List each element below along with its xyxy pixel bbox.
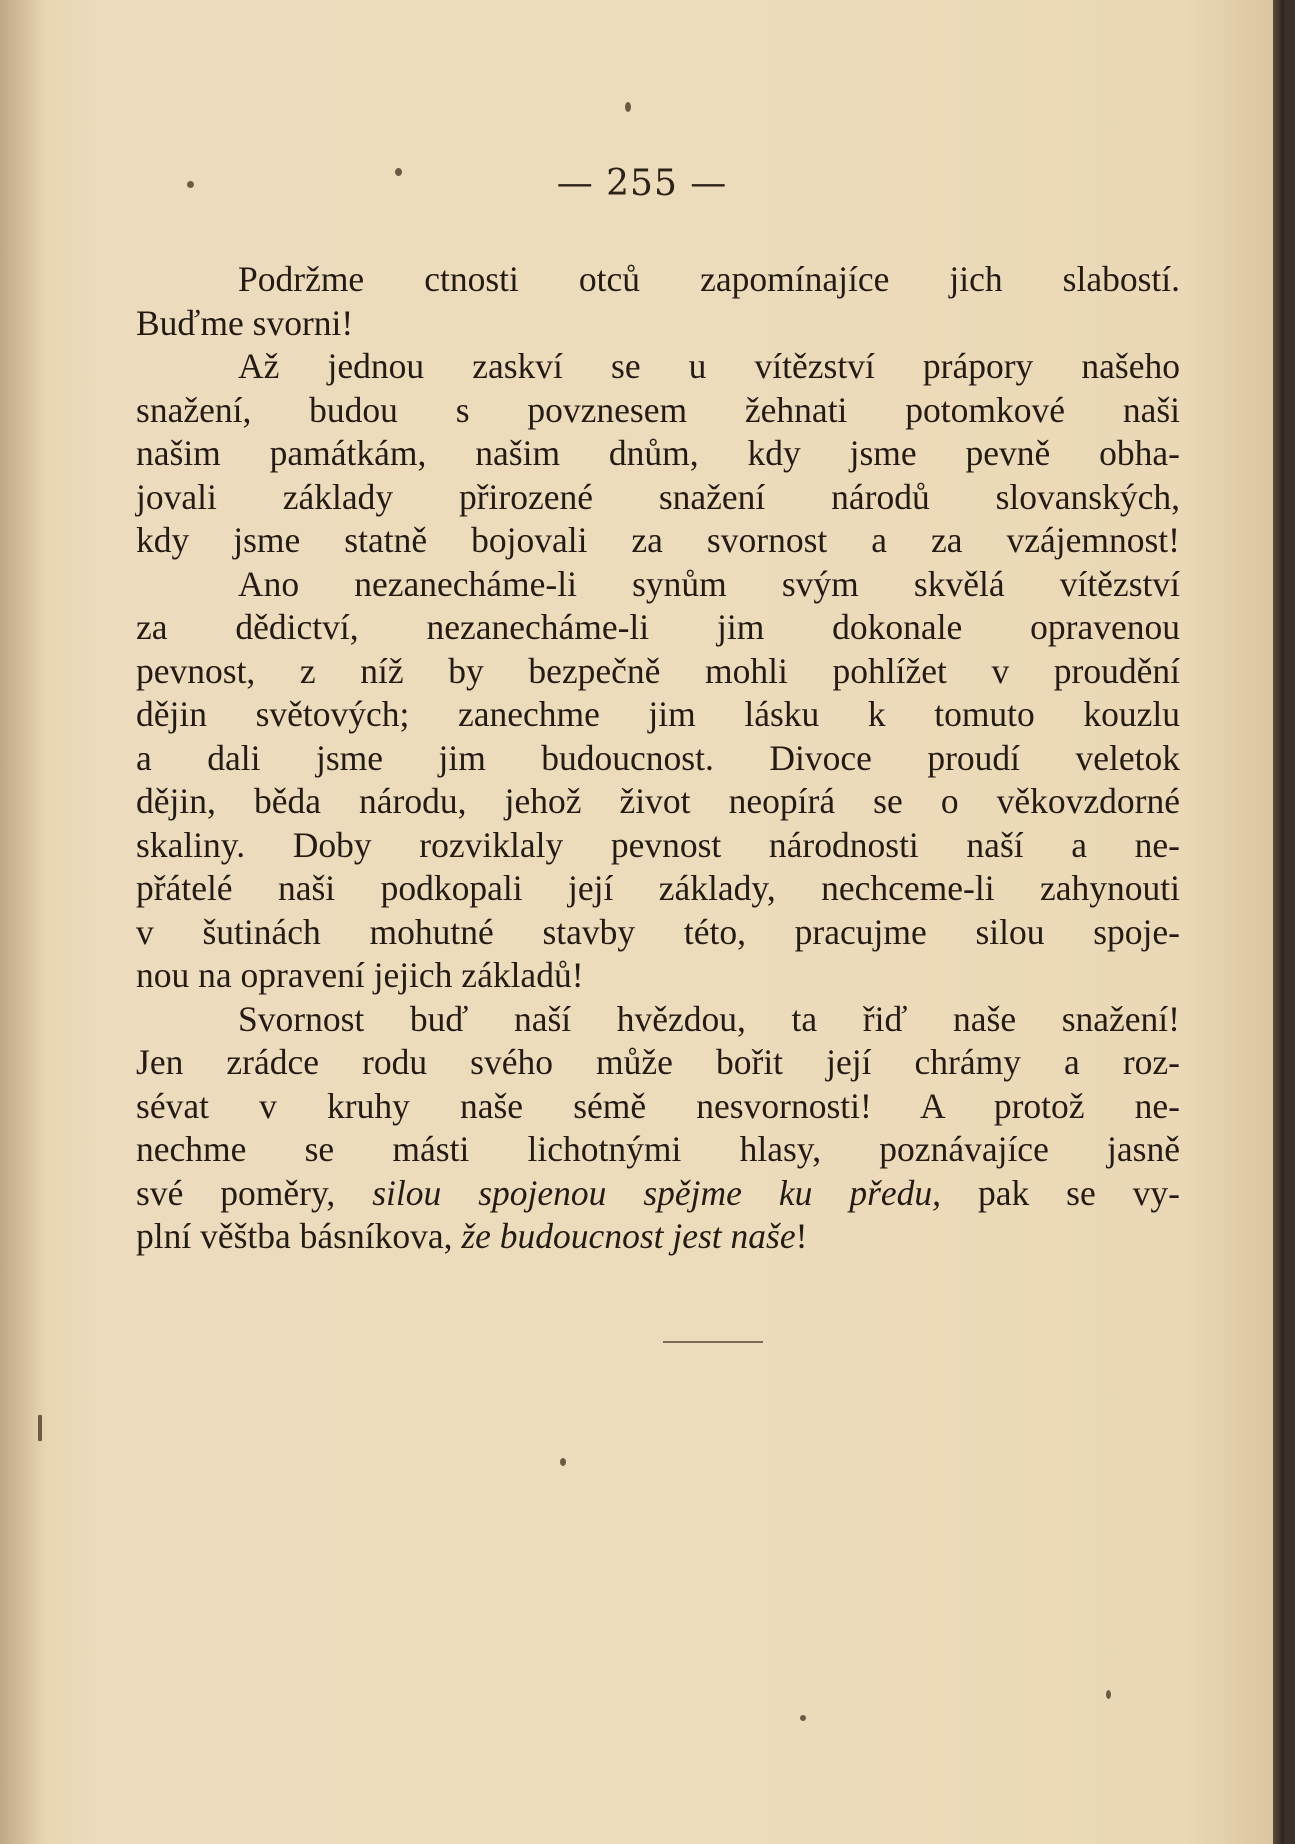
text-line: skaliny. Doby rozviklaly pevnost národnosti naší a ne- xyxy=(136,824,1180,865)
text-line: snažení, budou s povznesem žehnati potomkové naši xyxy=(136,389,1180,430)
end-rule xyxy=(663,1341,763,1343)
text-line: Podržme ctnosti otců zapomínajíce jich slabostí. xyxy=(238,259,1180,299)
gutter-shadow xyxy=(0,0,48,1844)
paper-speck xyxy=(187,181,194,188)
body-text xyxy=(136,258,1180,1259)
text-line: našim památkám, našim dnům, kdy jsme pevně obha- xyxy=(136,433,1180,473)
paper-speck xyxy=(625,102,631,112)
paper-speck xyxy=(395,168,402,176)
italic-phrase: že budoucnost jest naše xyxy=(461,1216,796,1256)
text-line: pevnost, z níž by bezpečně mohli pohlížet v proudění xyxy=(136,650,1180,691)
text-line: nechme se másti lichotnými hlasy, poznávajíce jasně xyxy=(136,1129,1180,1169)
text-run: ! xyxy=(795,1216,808,1256)
text-line: kdy jsme statně bojovali za svornost a za vzájemnost! xyxy=(136,520,1180,560)
text-line: v šutinách mohutné stavby této, pracujme silou spoje- xyxy=(136,911,1180,952)
page-edge xyxy=(1273,0,1284,1844)
text-line: Jen zrádce rodu svého může bořit její chrámy a roz- xyxy=(136,1042,1180,1082)
text-run: své poměry, xyxy=(136,1172,336,1213)
text-line: dějin světových; zanechme jim lásku k tomuto kouzlu xyxy=(136,694,1180,734)
text-line: Svornost buď naší hvězdou, ta řiď naše snažení! xyxy=(238,998,1180,1039)
paper-speck xyxy=(560,1458,566,1466)
text-line: a dali jsme jim budoucnost. Divoce proudí veletok xyxy=(136,737,1180,778)
text-line: jovali základy přirozené snažení národů slovanských, xyxy=(136,476,1180,517)
paper-speck xyxy=(800,1715,806,1721)
text-line: dějin, běda národu, jehož život neopírá se o věkovzdorné xyxy=(136,781,1180,821)
text-line: přátelé naši podkopali její základy, nechceme-li zahynouti xyxy=(136,868,1180,908)
text-line: nou na opravení jejich základů! xyxy=(136,955,584,995)
paper-speck xyxy=(1106,1690,1111,1699)
paper-speck xyxy=(38,1415,42,1441)
text-line: sévat v kruhy naše sémě nesvornosti! A protož ne- xyxy=(136,1085,1180,1126)
text-line: Ano nezanecháme-li synům svým skvělá vítězství xyxy=(238,563,1180,604)
text-line: Až jednou zaskví se u vítězství prápory našeho xyxy=(238,346,1180,386)
text-run: pak se vy- xyxy=(977,1172,1181,1213)
text-line: Buďme svorni! xyxy=(136,302,354,343)
page-number: — 255 — xyxy=(556,163,728,204)
text-run: plní věštba básníkova, xyxy=(136,1216,453,1256)
text-line-mixed xyxy=(136,1172,1180,1216)
text-line: za dědictví, nezanecháme-li jim dokonale opravenou xyxy=(136,607,1180,647)
text-line-mixed xyxy=(136,1215,1180,1259)
italic-phrase: silou spojenou spějme ku předu, xyxy=(372,1172,942,1213)
